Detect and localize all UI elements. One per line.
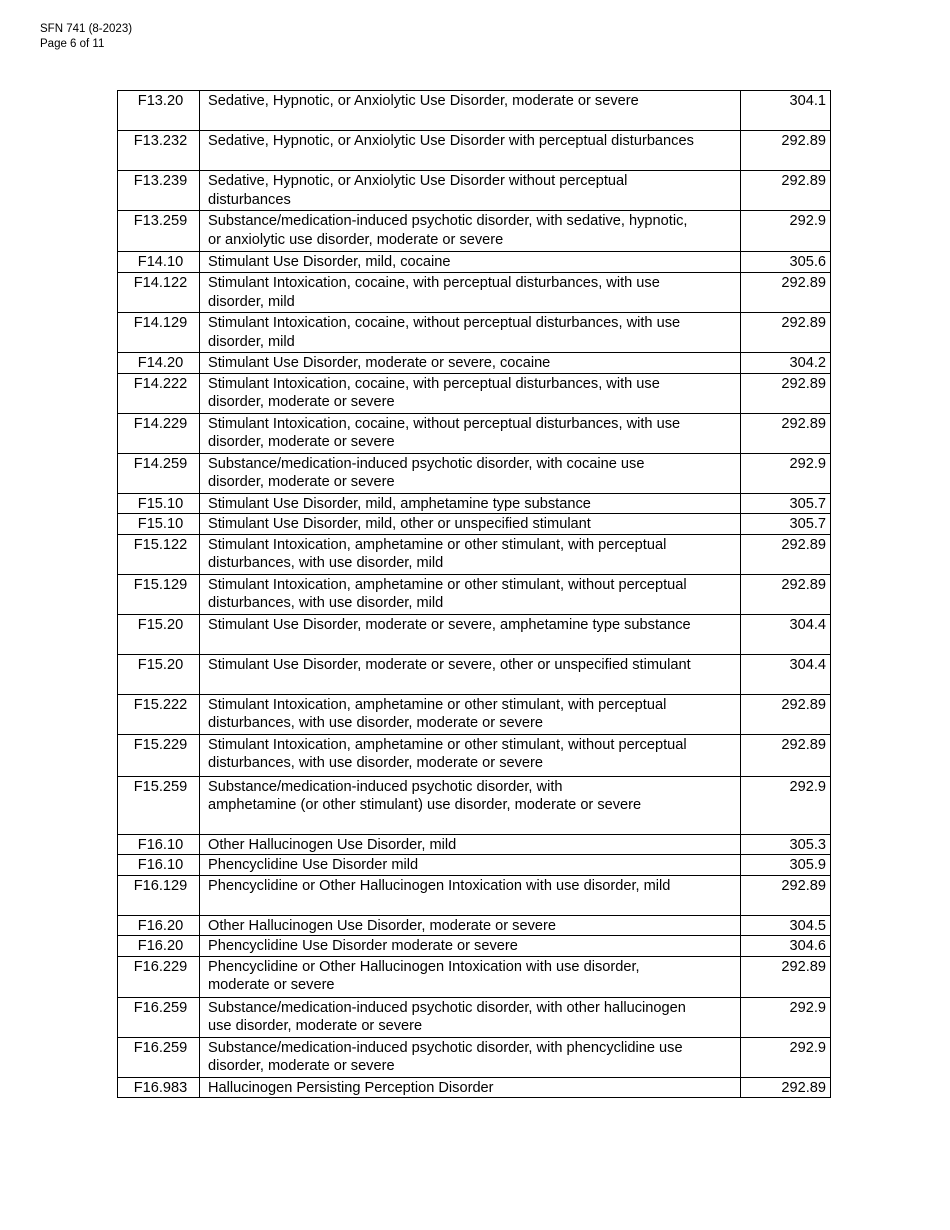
icd-code-cell: F15.222 (118, 694, 200, 734)
dsm-code-cell: 292.89 (741, 313, 831, 353)
icd-code-cell: F14.259 (118, 453, 200, 493)
table-row (118, 313, 831, 353)
icd-code-cell: F16.259 (118, 997, 200, 1037)
diagnosis-description-cell: Hallucinogen Persisting Perception Disorder (200, 1077, 741, 1098)
diagnosis-description-cell: Substance/medication-induced psychotic disorder, with phencyclidine use disorder, moderate or severe (200, 1037, 741, 1077)
diagnosis-description-cell: Stimulant Use Disorder, mild, cocaine (200, 252, 741, 273)
table-row (118, 776, 831, 834)
icd-code-cell: F15.20 (118, 654, 200, 694)
diagnosis-description-cell: Phencyclidine Use Disorder moderate or severe (200, 936, 741, 957)
icd-code-cell: F16.229 (118, 956, 200, 997)
table-row (118, 875, 831, 915)
diagnosis-description-cell: Stimulant Intoxication, cocaine, without perceptual disturbances, with use disorder, moderate or severe (200, 413, 741, 453)
icd-code-cell: F15.259 (118, 776, 200, 834)
table-row (118, 534, 831, 574)
dsm-code-cell: 292.89 (741, 373, 831, 413)
icd-code-cell: F13.239 (118, 171, 200, 211)
table-row (118, 936, 831, 957)
dsm-code-cell: 304.2 (741, 353, 831, 374)
dsm-code-cell: 304.5 (741, 915, 831, 936)
table-row (118, 514, 831, 535)
icd-code-cell: F16.259 (118, 1037, 200, 1077)
dsm-code-cell: 292.9 (741, 776, 831, 834)
table-row (118, 734, 831, 776)
diagnosis-description-cell: Other Hallucinogen Use Disorder, moderate or severe (200, 915, 741, 936)
dsm-code-cell: 292.89 (741, 131, 831, 171)
diagnosis-description-cell: Stimulant Intoxication, cocaine, without perceptual disturbances, with use disorder, mild (200, 313, 741, 353)
dsm-code-cell: 304.4 (741, 654, 831, 694)
table-row (118, 915, 831, 936)
icd-code-cell: F15.20 (118, 614, 200, 654)
table-row (118, 694, 831, 734)
page-number: Page 6 of 11 (40, 37, 105, 50)
table-row (118, 1037, 831, 1077)
diagnosis-description-cell: Stimulant Intoxication, amphetamine or other stimulant, without perceptual disturbances, with use disorder, mild (200, 574, 741, 614)
table-row (118, 997, 831, 1037)
dsm-code-cell: 305.9 (741, 855, 831, 876)
icd-code-cell: F16.10 (118, 834, 200, 855)
table-row (118, 855, 831, 876)
dsm-code-cell: 292.89 (741, 534, 831, 574)
table-row (118, 956, 831, 997)
diagnosis-description-cell: Stimulant Use Disorder, moderate or severe, amphetamine type substance (200, 614, 741, 654)
icd-code-cell: F14.229 (118, 413, 200, 453)
diagnosis-description-cell: Stimulant Intoxication, cocaine, with perceptual disturbances, with use disorder, mild (200, 273, 741, 313)
dsm-code-cell: 292.89 (741, 273, 831, 313)
dsm-code-cell: 292.89 (741, 1077, 831, 1098)
icd-code-cell: F14.129 (118, 313, 200, 353)
diagnosis-code-table (117, 90, 831, 1098)
dsm-code-cell: 304.4 (741, 614, 831, 654)
diagnosis-description-cell: Substance/medication-induced psychotic disorder, with amphetamine (or other stimulant) use disorder, moderate or severe (200, 776, 741, 834)
icd-code-cell: F15.229 (118, 734, 200, 776)
icd-code-cell: F13.20 (118, 91, 200, 131)
table-body (118, 91, 831, 1098)
table-row (118, 131, 831, 171)
table-row (118, 373, 831, 413)
dsm-code-cell: 292.89 (741, 734, 831, 776)
diagnosis-description-cell: Substance/medication-induced psychotic disorder, with sedative, hypnotic, or anxiolytic use disorder, moderate or severe (200, 211, 741, 252)
table-row (118, 493, 831, 514)
table-row (118, 614, 831, 654)
table-row (118, 453, 831, 493)
table-row (118, 1077, 831, 1098)
diagnosis-description-cell: Phencyclidine or Other Hallucinogen Intoxication with use disorder, moderate or severe (200, 956, 741, 997)
diagnosis-description-cell: Stimulant Use Disorder, moderate or severe, other or unspecified stimulant (200, 654, 741, 694)
icd-code-cell: F14.10 (118, 252, 200, 273)
diagnosis-description-cell: Stimulant Intoxication, amphetamine or other stimulant, with perceptual disturbances, with use disorder, moderate or severe (200, 694, 741, 734)
dsm-code-cell: 292.89 (741, 574, 831, 614)
icd-code-cell: F16.129 (118, 875, 200, 915)
icd-code-cell: F16.983 (118, 1077, 200, 1098)
diagnosis-description-cell: Sedative, Hypnotic, or Anxiolytic Use Disorder without perceptual disturbances (200, 171, 741, 211)
icd-code-cell: F13.259 (118, 211, 200, 252)
icd-code-cell: F15.10 (118, 493, 200, 514)
diagnosis-description-cell: Stimulant Use Disorder, mild, other or unspecified stimulant (200, 514, 741, 535)
diagnosis-description-cell: Stimulant Use Disorder, mild, amphetamine type substance (200, 493, 741, 514)
table-row (118, 413, 831, 453)
diagnosis-description-cell: Phencyclidine or Other Hallucinogen Intoxication with use disorder, mild (200, 875, 741, 915)
dsm-code-cell: 292.9 (741, 1037, 831, 1077)
icd-code-cell: F16.10 (118, 855, 200, 876)
icd-code-cell: F14.122 (118, 273, 200, 313)
diagnosis-description-cell: Other Hallucinogen Use Disorder, mild (200, 834, 741, 855)
dsm-code-cell: 305.6 (741, 252, 831, 273)
dsm-code-cell: 305.7 (741, 493, 831, 514)
dsm-code-cell: 292.89 (741, 694, 831, 734)
page-header (40, 22, 132, 51)
dsm-code-cell: 292.89 (741, 956, 831, 997)
diagnosis-description-cell: Substance/medication-induced psychotic disorder, with other hallucinogen use disorder, moderate or severe (200, 997, 741, 1037)
table-row (118, 252, 831, 273)
icd-code-cell: F13.232 (118, 131, 200, 171)
diagnosis-description-cell: Stimulant Use Disorder, moderate or severe, cocaine (200, 353, 741, 374)
table-row (118, 211, 831, 252)
icd-code-cell: F15.10 (118, 514, 200, 535)
table-row (118, 834, 831, 855)
dsm-code-cell: 305.7 (741, 514, 831, 535)
dsm-code-cell: 292.89 (741, 413, 831, 453)
table-row (118, 574, 831, 614)
table-row (118, 171, 831, 211)
dsm-code-cell: 292.89 (741, 875, 831, 915)
table-row (118, 654, 831, 694)
icd-code-cell: F14.20 (118, 353, 200, 374)
table-row (118, 353, 831, 374)
dsm-code-cell: 292.89 (741, 171, 831, 211)
diagnosis-description-cell: Stimulant Intoxication, amphetamine or other stimulant, with perceptual disturbances, with use disorder, mild (200, 534, 741, 574)
diagnosis-description-cell: Substance/medication-induced psychotic disorder, with cocaine use disorder, moderate or severe (200, 453, 741, 493)
icd-code-cell: F14.222 (118, 373, 200, 413)
dsm-code-cell: 292.9 (741, 211, 831, 252)
table-row (118, 91, 831, 131)
dsm-code-cell: 292.9 (741, 997, 831, 1037)
dsm-code-cell: 304.1 (741, 91, 831, 131)
diagnosis-description-cell: Sedative, Hypnotic, or Anxiolytic Use Disorder, moderate or severe (200, 91, 741, 131)
icd-code-cell: F15.122 (118, 534, 200, 574)
diagnosis-description-cell: Stimulant Intoxication, amphetamine or other stimulant, without perceptual disturbances, with use disorder, moderate or severe (200, 734, 741, 776)
diagnosis-description-cell: Sedative, Hypnotic, or Anxiolytic Use Disorder with perceptual disturbances (200, 131, 741, 171)
icd-code-cell: F16.20 (118, 936, 200, 957)
form-number: SFN 741 (8-2023) (40, 23, 133, 35)
dsm-code-cell: 292.9 (741, 453, 831, 493)
icd-code-cell: F15.129 (118, 574, 200, 614)
icd-code-cell: F16.20 (118, 915, 200, 936)
dsm-code-cell: 305.3 (741, 834, 831, 855)
diagnosis-description-cell: Phencyclidine Use Disorder mild (200, 855, 741, 876)
diagnosis-description-cell: Stimulant Intoxication, cocaine, with perceptual disturbances, with use disorder, moderate or severe (200, 373, 741, 413)
table-row (118, 273, 831, 313)
dsm-code-cell: 304.6 (741, 936, 831, 957)
